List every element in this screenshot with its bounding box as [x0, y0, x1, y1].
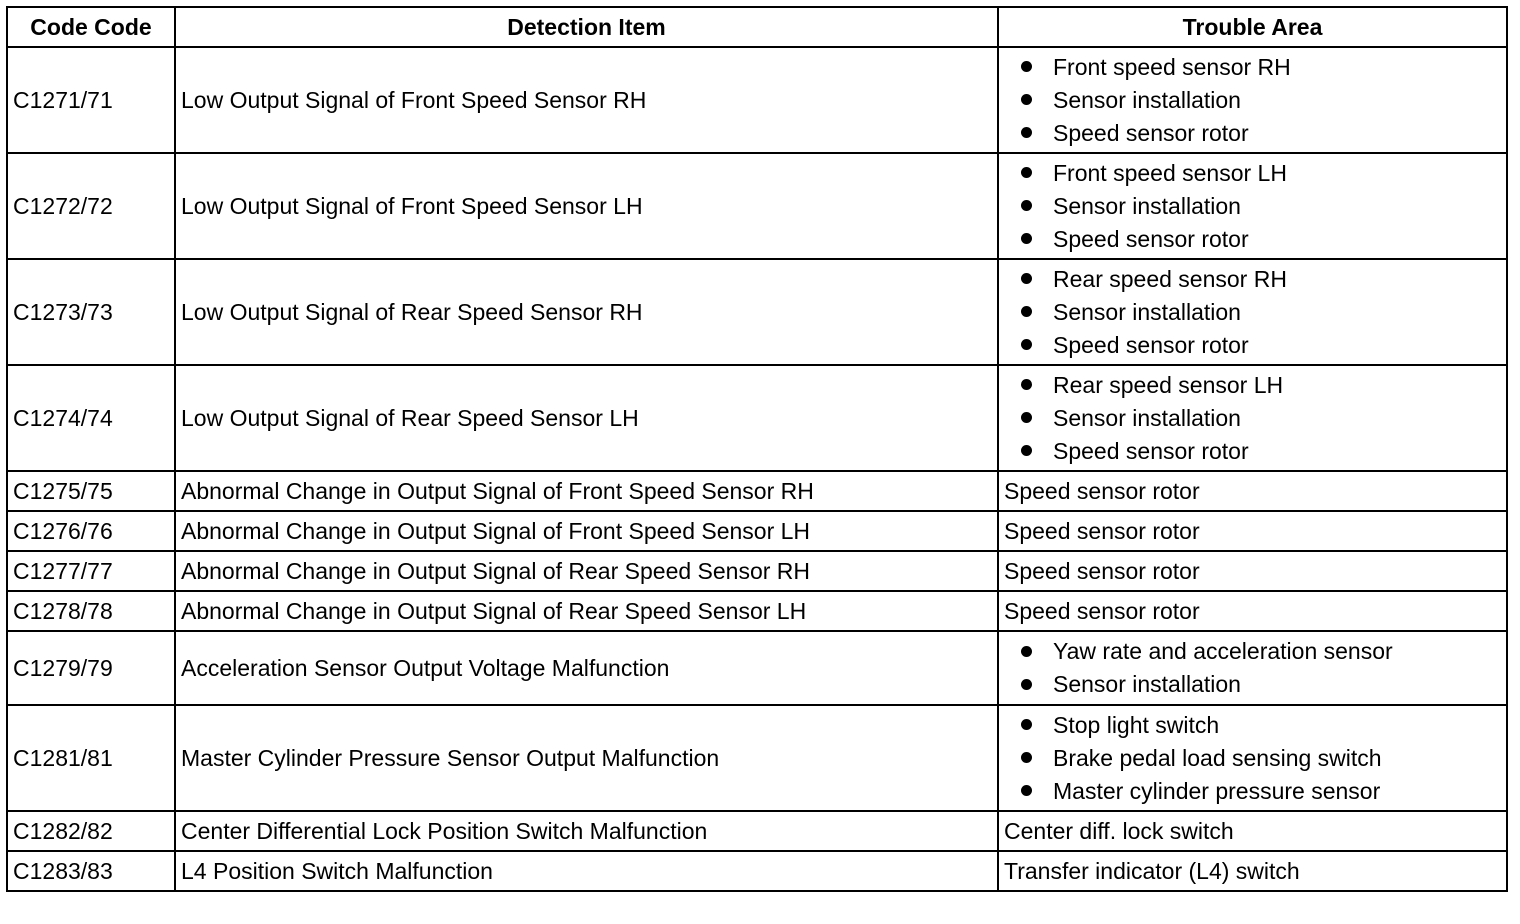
table-row — [7, 47, 1507, 153]
trouble-area-cell — [998, 153, 1507, 259]
detection-cell: Center Differential Lock Position Switch Malfunction — [175, 811, 998, 851]
trouble-area-text: Front speed sensor RH — [1053, 53, 1291, 80]
trouble-area-text: Speed sensor rotor — [1053, 119, 1249, 146]
header-detection-item: Detection Item — [175, 7, 998, 47]
trouble-area-cell: Speed sensor rotor — [998, 511, 1507, 551]
bullet-icon — [1021, 94, 1032, 105]
bullet-icon — [1021, 445, 1032, 456]
bullet-icon — [1021, 719, 1032, 730]
bullet-icon — [1021, 200, 1032, 211]
code-cell: C1281/81 — [7, 705, 175, 811]
trouble-area-text: Sensor installation — [1053, 192, 1241, 219]
dtc-table — [6, 6, 1508, 892]
trouble-area-item — [1019, 117, 1501, 150]
code-cell: C1272/72 — [7, 153, 175, 259]
table-row — [7, 851, 1507, 891]
trouble-area-item — [1019, 635, 1501, 668]
bullet-icon — [1021, 167, 1032, 178]
table-row — [7, 365, 1507, 471]
trouble-area-text: Speed sensor rotor — [1053, 225, 1249, 252]
trouble-area-item — [1019, 84, 1501, 117]
table-row — [7, 471, 1507, 511]
detection-cell: Abnormal Change in Output Signal of Front Speed Sensor RH — [175, 471, 998, 511]
trouble-area-item — [1019, 369, 1501, 402]
detection-cell: Abnormal Change in Output Signal of Rear Speed Sensor LH — [175, 591, 998, 631]
trouble-area-text: Master cylinder pressure sensor — [1053, 777, 1381, 804]
trouble-area-item — [1019, 668, 1501, 701]
trouble-area-text: Sensor installation — [1053, 404, 1241, 431]
code-cell: C1282/82 — [7, 811, 175, 851]
detection-cell: Low Output Signal of Front Speed Sensor RH — [175, 47, 998, 153]
trouble-area-text: Brake pedal load sensing switch — [1053, 744, 1382, 771]
code-cell: C1278/78 — [7, 591, 175, 631]
bullet-icon — [1021, 339, 1032, 350]
trouble-area-item — [1019, 223, 1501, 256]
table-row — [7, 511, 1507, 551]
trouble-area-text: Sensor installation — [1053, 671, 1241, 697]
bullet-icon — [1021, 273, 1032, 284]
trouble-area-cell — [998, 365, 1507, 471]
table-row — [7, 705, 1507, 811]
trouble-area-text: Front speed sensor LH — [1053, 159, 1287, 186]
trouble-area-text: Rear speed sensor RH — [1053, 265, 1287, 292]
bullet-icon — [1021, 646, 1032, 657]
bullet-icon — [1021, 679, 1032, 690]
bullet-icon — [1021, 379, 1032, 390]
trouble-area-text: Yaw rate and acceleration sensor — [1053, 638, 1393, 664]
code-cell: C1276/76 — [7, 511, 175, 551]
trouble-area-item — [1019, 329, 1501, 362]
trouble-area-item — [1019, 742, 1501, 775]
detection-cell: Master Cylinder Pressure Sensor Output Malfunction — [175, 705, 998, 811]
trouble-area-item — [1019, 51, 1501, 84]
trouble-area-cell: Center diff. lock switch — [998, 811, 1507, 851]
detection-cell: Low Output Signal of Rear Speed Sensor RH — [175, 259, 998, 365]
bullet-icon — [1021, 785, 1032, 796]
header-code: Code Code — [7, 7, 175, 47]
table-row — [7, 153, 1507, 259]
bullet-icon — [1021, 306, 1032, 317]
trouble-area-cell — [998, 259, 1507, 365]
detection-cell: Low Output Signal of Front Speed Sensor LH — [175, 153, 998, 259]
trouble-area-text: Sensor installation — [1053, 86, 1241, 113]
trouble-area-cell: Speed sensor rotor — [998, 551, 1507, 591]
trouble-area-text: Speed sensor rotor — [1053, 331, 1249, 358]
code-cell: C1271/71 — [7, 47, 175, 153]
bullet-icon — [1021, 233, 1032, 244]
table-row — [7, 551, 1507, 591]
code-cell: C1283/83 — [7, 851, 175, 891]
trouble-area-item — [1019, 709, 1501, 742]
code-cell: C1275/75 — [7, 471, 175, 511]
code-cell: C1273/73 — [7, 259, 175, 365]
trouble-area-item — [1019, 296, 1501, 329]
trouble-area-item — [1019, 402, 1501, 435]
trouble-area-text: Sensor installation — [1053, 298, 1241, 325]
code-cell: C1279/79 — [7, 631, 175, 705]
trouble-area-cell — [998, 705, 1507, 811]
trouble-area-cell — [998, 631, 1507, 705]
trouble-area-cell: Speed sensor rotor — [998, 591, 1507, 631]
trouble-area-cell — [998, 47, 1507, 153]
detection-cell: Abnormal Change in Output Signal of Rear Speed Sensor RH — [175, 551, 998, 591]
trouble-area-item — [1019, 775, 1501, 808]
detection-cell: L4 Position Switch Malfunction — [175, 851, 998, 891]
trouble-area-item — [1019, 435, 1501, 468]
trouble-area-item — [1019, 190, 1501, 223]
bullet-icon — [1021, 412, 1032, 423]
code-cell: C1277/77 — [7, 551, 175, 591]
detection-cell: Low Output Signal of Rear Speed Sensor LH — [175, 365, 998, 471]
detection-cell: Acceleration Sensor Output Voltage Malfunction — [175, 631, 998, 705]
trouble-area-item — [1019, 157, 1501, 190]
bullet-icon — [1021, 752, 1032, 763]
code-cell: C1274/74 — [7, 365, 175, 471]
table-row — [7, 811, 1507, 851]
trouble-area-text: Speed sensor rotor — [1053, 437, 1249, 464]
detection-cell: Abnormal Change in Output Signal of Front Speed Sensor LH — [175, 511, 998, 551]
table-row — [7, 631, 1507, 705]
trouble-area-cell: Speed sensor rotor — [998, 471, 1507, 511]
header-row — [7, 7, 1507, 47]
bullet-icon — [1021, 127, 1032, 138]
trouble-area-item — [1019, 263, 1501, 296]
header-trouble-area: Trouble Area — [998, 7, 1507, 47]
bullet-icon — [1021, 61, 1032, 72]
trouble-area-text: Stop light switch — [1053, 711, 1220, 738]
table-row — [7, 259, 1507, 365]
trouble-area-text: Rear speed sensor LH — [1053, 371, 1284, 398]
table-row — [7, 591, 1507, 631]
trouble-area-cell: Transfer indicator (L4) switch — [998, 851, 1507, 891]
